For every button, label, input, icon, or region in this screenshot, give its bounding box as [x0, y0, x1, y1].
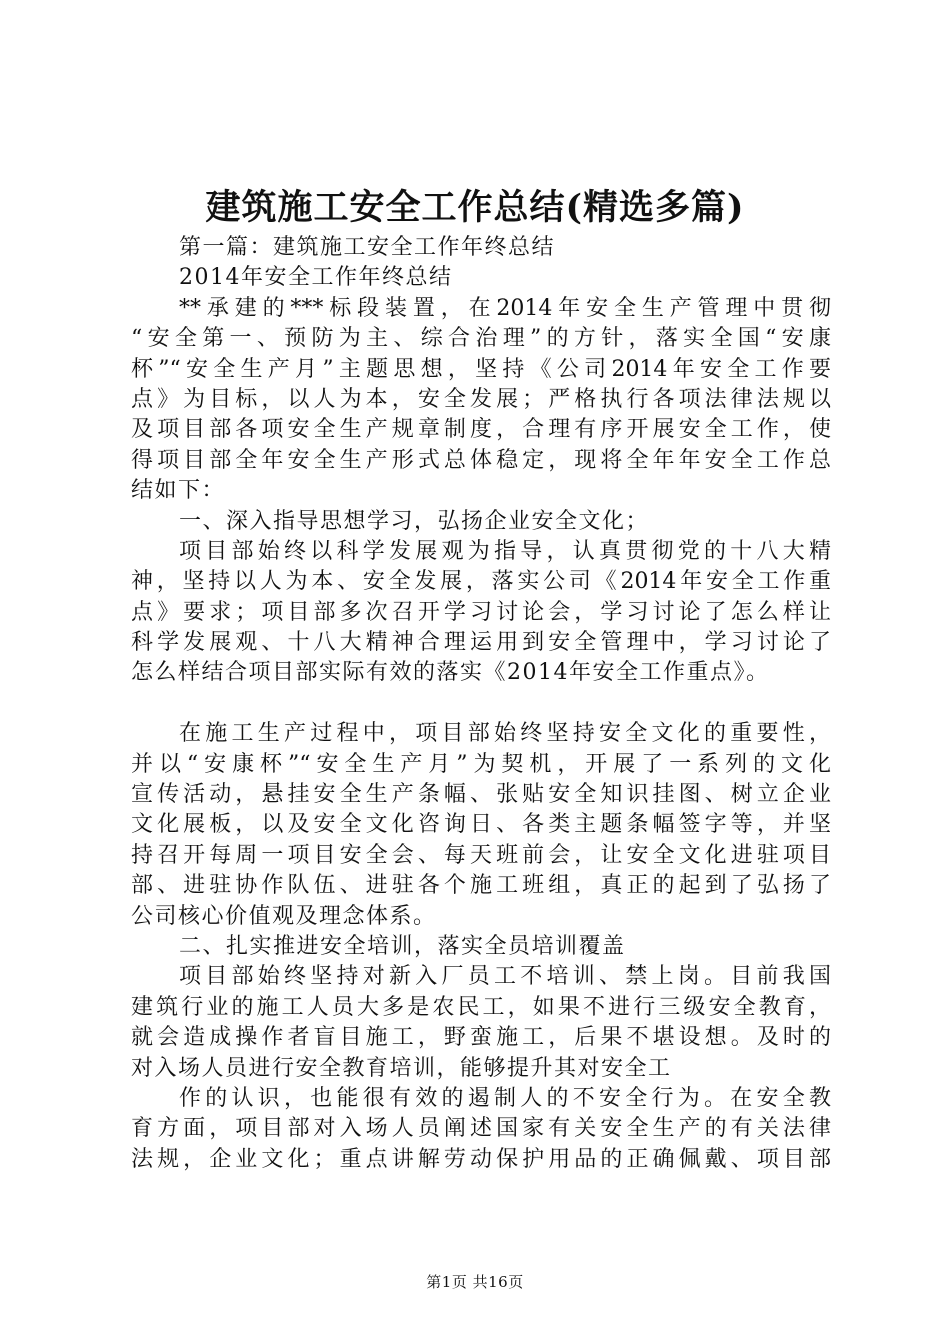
paragraph-line: 文化展板，以及安全文化咨询日、各类主题条幅签字等，并坚	[131, 812, 831, 838]
paragraph-line: **承建的***标段装置，在2014年安全生产管理中贯彻	[179, 295, 831, 321]
paragraph-line: 得项目部全年安全生产形式总体稳定，现将全年年安全工作总	[131, 447, 831, 473]
paragraph-line: 对入场人员进行安全教育培训，能够提升其对安全工	[131, 1055, 672, 1081]
subsection-heading: 2014年安全工作年终总结	[179, 265, 453, 291]
paragraph-line: 公司核心价值观及理念体系。	[131, 903, 437, 929]
section-heading: 二、扎实推进安全培训，落实全员培训覆盖	[179, 933, 626, 959]
blank-line	[131, 689, 831, 719]
paragraph-line: 就会造成操作者盲目施工，野蛮施工，后果不堪设想。及时的	[131, 1025, 831, 1051]
paragraph-line: 杯”“安全生产月”主题思想，坚持《公司2014年安全工作要	[131, 356, 831, 382]
paragraph-line: “安全第一、预防为主、综合治理”的方针，落实全国“安康	[131, 326, 831, 352]
paragraph-line: 法规，企业文化；重点讲解劳动保护用品的正确佩戴、项目部	[131, 1146, 831, 1172]
page-number-footer: 第1页 共16页	[426, 1273, 524, 1291]
section-heading: 第一篇：建筑施工安全工作年终总结	[179, 235, 556, 260]
paragraph-line: 项目部始终以科学发展观为指导，认真贯彻党的十八大精	[179, 538, 831, 564]
paragraph-line: 持召开每周一项目安全会、每天班前会，让安全文化进驻项目	[131, 842, 831, 868]
paragraph-line: 怎么样结合项目部实际有效的落实《2014年安全工作重点》。	[131, 660, 770, 686]
paragraph-line: 并以“安康杯”“安全生产月”为契机，开展了一系列的文化	[131, 751, 831, 777]
paragraph-line: 项目部始终坚持对新入厂员工不培训、禁上岗。目前我国	[179, 964, 831, 990]
paragraph-line: 宣传活动，悬挂安全生产条幅、张贴安全知识挂图、树立企业	[131, 782, 831, 808]
document-title: 建筑施工安全工作总结(精选多篇)	[205, 187, 745, 228]
paragraph-line: 神，坚持以人为本、安全发展，落实公司《2014年安全工作重	[131, 569, 831, 595]
paragraph-line: 在施工生产过程中，项目部始终坚持安全文化的重要性，	[179, 721, 831, 747]
paragraph-line: 建筑行业的施工人员大多是农民工，如果不进行三级安全教育，	[131, 994, 831, 1020]
document-body	[131, 233, 831, 1175]
paragraph-line: 科学发展观、十八大精神合理运用到安全管理中，学习讨论了	[131, 630, 831, 656]
section-heading: 一、深入指导思想学习，弘扬企业安全文化；	[179, 508, 650, 534]
paragraph-line: 及项目部各项安全生产规章制度，合理有序开展安全工作，使	[131, 417, 831, 443]
paragraph-line: 点》为目标，以人为本，安全发展；严格执行各项法律法规以	[131, 386, 831, 412]
paragraph-line: 结如下：	[131, 478, 226, 504]
paragraph-line: 育方面，项目部对入场人员阐述国家有关安全生产的有关法律	[131, 1116, 831, 1142]
paragraph-line: 作的认识，也能很有效的遏制人的不安全行为。在安全教	[179, 1085, 831, 1111]
paragraph-line: 部、进驻协作队伍、进驻各个施工班组，真正的起到了弘扬了	[131, 873, 831, 899]
paragraph-line: 点》要求；项目部多次召开学习讨论会，学习讨论了怎么样让	[131, 599, 831, 625]
